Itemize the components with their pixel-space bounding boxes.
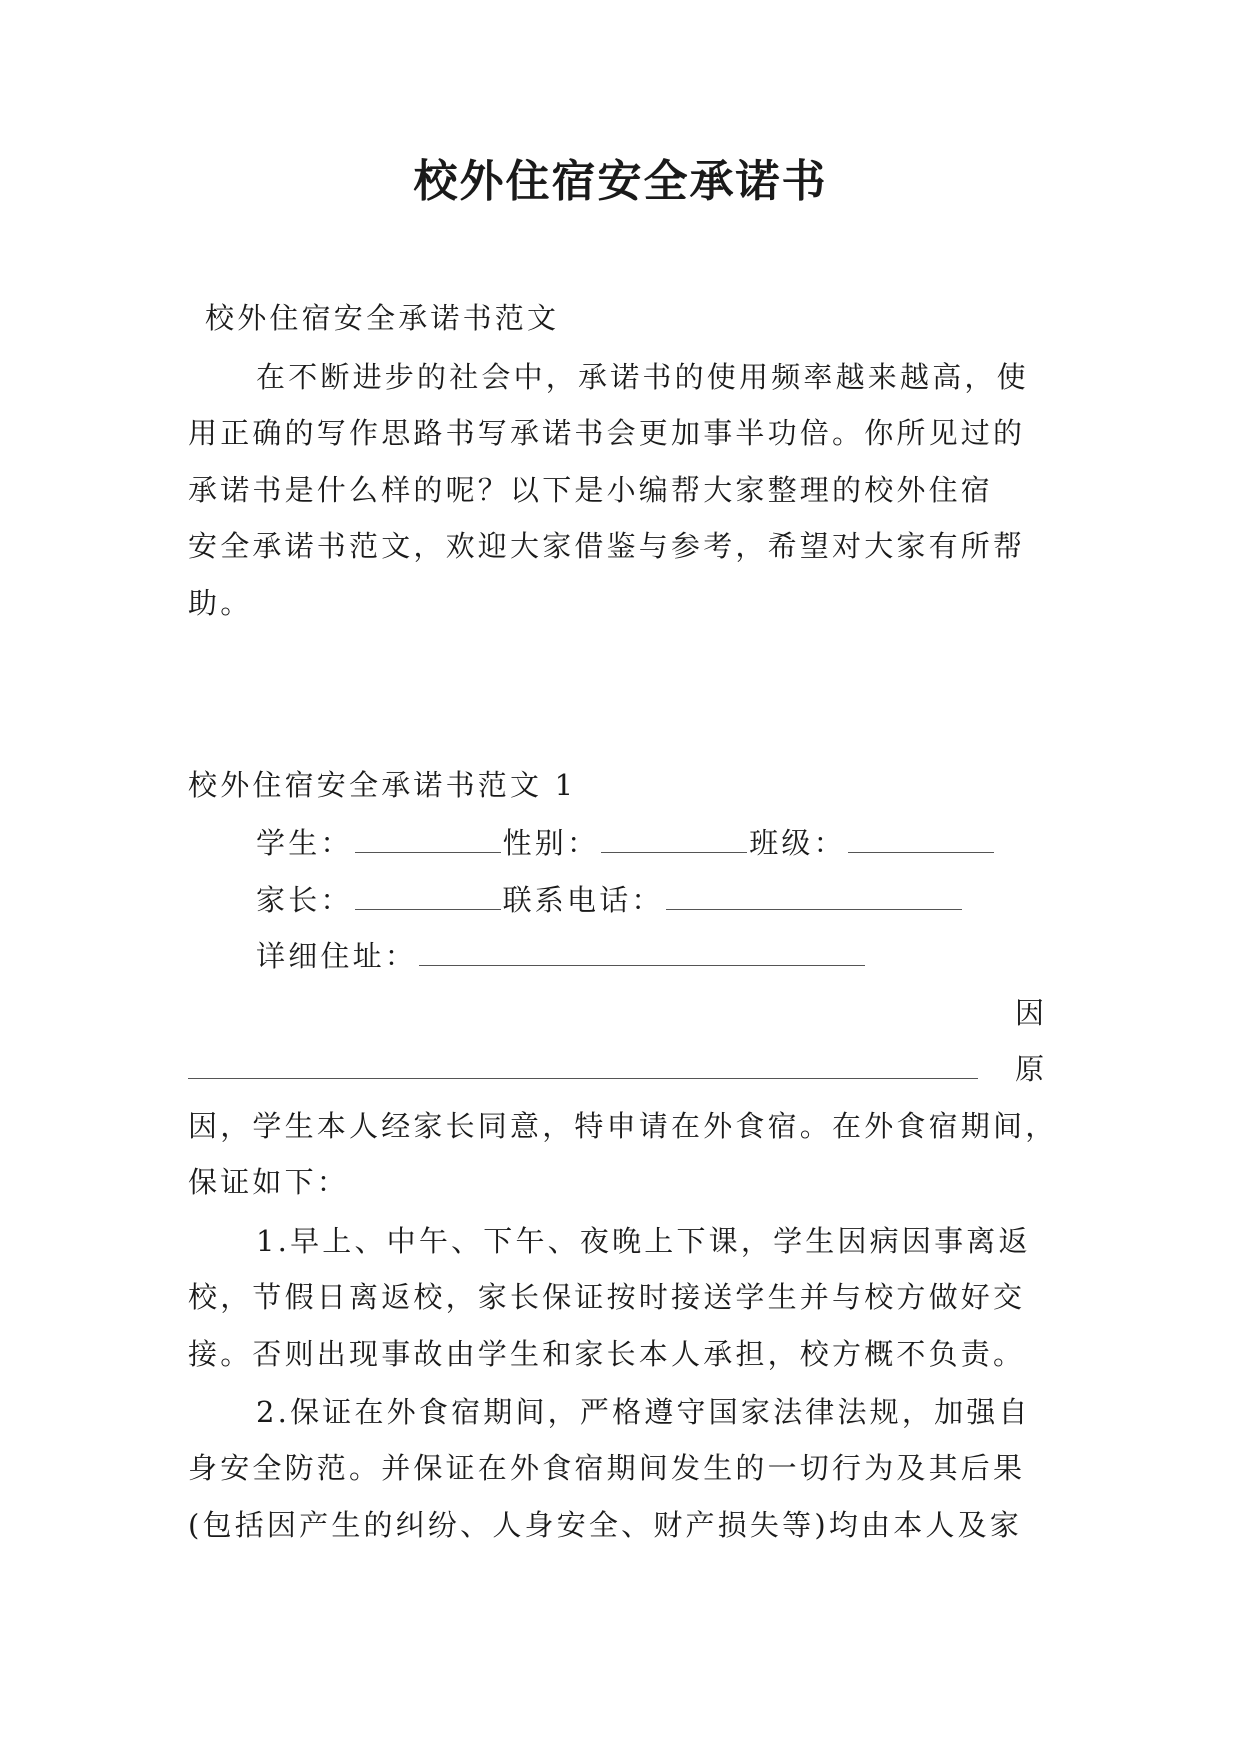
body-line-1: 因，学生本人经家长同意，特申请在外食宿。在外食宿期间， — [188, 1109, 1058, 1143]
intro-line-1: 在不断进步的社会中，承诺书的使用频率越来越高，使 — [256, 360, 1029, 394]
student-blank[interactable] — [355, 826, 501, 853]
parent-blank[interactable] — [355, 883, 501, 910]
class-blank[interactable] — [848, 826, 994, 853]
gender-blank[interactable] — [601, 826, 747, 853]
intro-line-2: 用正确的写作思路书写承诺书会更加事半功倍。你所见过的 — [188, 416, 1026, 450]
phone-blank[interactable] — [666, 883, 962, 910]
body-line-3: 1.早上、中午、下午、夜晚上下课，学生因病因事离返 — [256, 1224, 1031, 1258]
address-label: 详细住址： — [256, 939, 418, 973]
body-line-7: 身安全防范。并保证在外食宿期间发生的一切行为及其后果 — [188, 1451, 1026, 1485]
reason-char-2: 原 — [1015, 1052, 1048, 1086]
document-title: 校外住宿安全承诺书 — [413, 156, 828, 207]
class-label: 班级： — [749, 826, 846, 860]
parent-label: 家长： — [256, 883, 353, 917]
reason-char-1: 因 — [1015, 996, 1048, 1030]
form-row-parent — [256, 880, 964, 920]
body-line-5: 接。否则出现事故由学生和家长本人承担，校方概不负责。 — [188, 1337, 1026, 1371]
gender-label: 性别： — [502, 826, 600, 860]
body-line-2: 保证如下： — [188, 1165, 350, 1199]
address-blank[interactable] — [419, 939, 865, 966]
form-row-student — [256, 823, 996, 863]
reason-blank[interactable] — [188, 1078, 978, 1079]
intro-line-4: 安全承诺书范文，欢迎大家借鉴与参考，希望对大家有所帮 — [188, 529, 1026, 563]
student-label: 学生： — [256, 826, 353, 860]
body-line-4: 校，节假日离返校，家长保证按时接送学生并与校方做好交 — [188, 1280, 1026, 1314]
intro-line-3: 承诺书是什么样的呢？以下是小编帮大家整理的校外住宿 — [188, 473, 994, 507]
intro-line-5: 助。 — [188, 586, 253, 620]
phone-label: 联系电话： — [502, 883, 664, 917]
section-heading: 校外住宿安全承诺书范文 1 — [188, 768, 577, 802]
form-row-address — [256, 936, 867, 976]
subtitle: 校外住宿安全承诺书范文 — [205, 301, 560, 335]
body-line-8: (包括因产生的纠纷、人身安全、财产损失等)均由本人及家 — [188, 1508, 1023, 1542]
body-line-6: 2.保证在外食宿期间，严格遵守国家法律法规，加强自 — [256, 1395, 1031, 1429]
